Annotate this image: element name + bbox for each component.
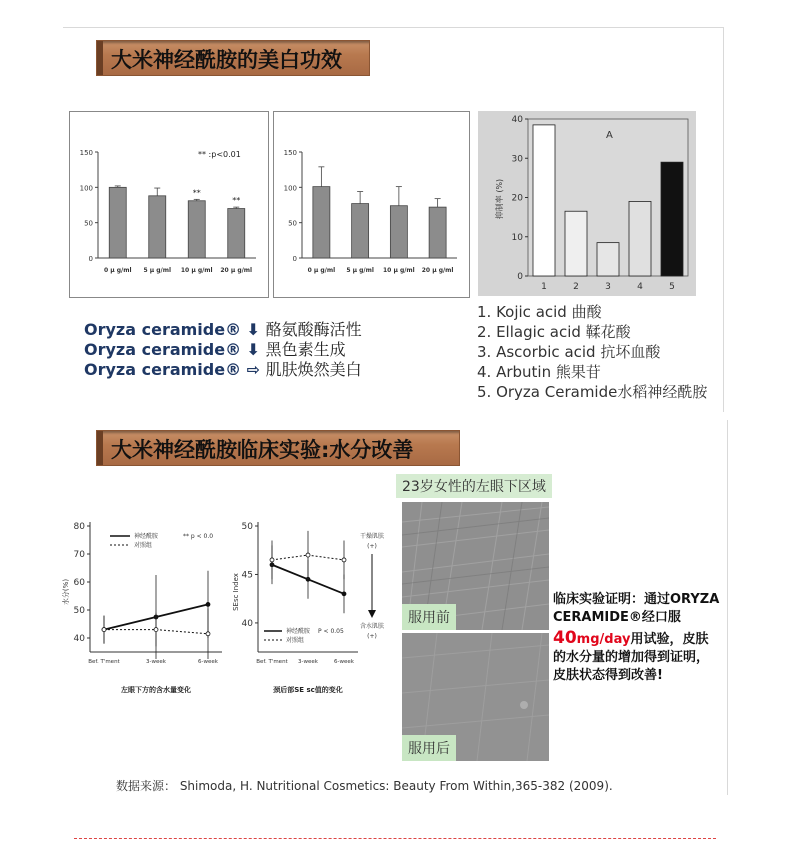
y-tick-label: 50 — [73, 606, 85, 616]
chart-caption: 左眼下方的含水量变化 — [121, 686, 191, 694]
x-tick-label: 0 μ g/ml — [307, 267, 336, 274]
chart-inhibition-svg — [478, 111, 696, 296]
chart-inhibition — [478, 111, 696, 296]
dose-unit: mg/day — [576, 632, 631, 647]
chart-tyrosinase — [69, 111, 269, 298]
y-tick-label: 40 — [241, 618, 253, 629]
right-border-bottom — [727, 420, 728, 795]
y-axis-label: SEsc Index — [232, 573, 240, 611]
bar — [390, 206, 407, 258]
x-tick-label: 5 — [669, 282, 675, 292]
bar — [109, 187, 126, 258]
legend-item-2: 2. Ellagic acid 鞣花酸 — [477, 323, 631, 341]
conclusion-line-5: 皮肤状态得到改善! — [553, 668, 663, 683]
x-tick-label: 10 μ g/ml — [383, 267, 415, 274]
legend-label-ceramide: 神经酰胺 — [134, 533, 159, 540]
bar — [565, 211, 587, 276]
chart-moisture — [60, 512, 230, 707]
y-tick-label: 30 — [511, 154, 523, 165]
effect-3-text: 肌肤焕然美白 — [265, 360, 362, 379]
y-tick-label: 40 — [511, 115, 523, 125]
chart-caption: 颈后部SE sc值的变化 — [273, 686, 343, 694]
significance-star: ** — [232, 196, 241, 206]
effect-1-text: 酪氨酸酶活性 — [265, 320, 362, 339]
bar — [313, 187, 330, 258]
dashed-divider — [74, 838, 716, 839]
x-tick-label: 3 — [605, 282, 611, 292]
y-tick-label: 150 — [79, 149, 93, 157]
x-tick-label: 10 μ g/ml — [180, 267, 213, 274]
bar — [352, 204, 369, 258]
bar — [629, 201, 651, 276]
bar — [149, 196, 166, 258]
x-tick-label: Bef. T'ment — [256, 659, 288, 665]
data-point — [102, 628, 106, 632]
significance-note: ** :p<0.01 — [198, 150, 241, 159]
y-tick-label: 0 — [88, 255, 93, 263]
y-tick-label: 150 — [283, 149, 297, 157]
y-tick-label: 50 — [288, 219, 297, 228]
conclusion-line-1: 临床实验证明：通过ORYZA — [553, 592, 720, 607]
conclusion-line-2: CERAMIDE®经口服 — [553, 610, 681, 625]
x-tick-label: 1 — [541, 282, 547, 292]
data-point — [306, 553, 310, 557]
top-border — [63, 27, 723, 28]
p-value-note: ** p < 0.0 — [183, 533, 214, 540]
y-tick-label: 10 — [511, 232, 523, 243]
x-tick-label: 6-week — [198, 659, 218, 665]
chart-melanin — [273, 111, 470, 298]
x-tick-label: 4 — [637, 282, 643, 292]
bar — [188, 201, 205, 258]
x-tick-label: 6-week — [334, 659, 354, 665]
legend-item-5: 5. Oryza Ceramide水稻神经酰胺 — [477, 383, 708, 401]
data-point — [206, 602, 210, 606]
effect-2-text: 黑色素生成 — [265, 340, 346, 359]
section1-banner — [96, 40, 370, 76]
bar — [228, 209, 245, 258]
x-tick-label: 20 μ g/ml — [421, 267, 454, 274]
section2-banner — [96, 430, 460, 466]
x-tick-label: Bef. T'ment — [88, 659, 120, 665]
y-tick-label: 60 — [73, 578, 85, 588]
bar — [533, 125, 555, 276]
data-point — [342, 558, 346, 562]
data-point — [342, 592, 346, 596]
chart-sesc — [232, 512, 392, 707]
bar — [597, 243, 619, 276]
legend-label-ceramide: 神经酰胺 — [286, 628, 311, 635]
down-arrow-icon — [368, 610, 376, 618]
data-point — [206, 632, 210, 636]
right-arrow-icon: ⇨ — [246, 360, 261, 379]
photo-after — [402, 633, 549, 761]
y-axis-label: 水分(%) — [62, 578, 70, 606]
down-arrow-icon: ⬇ — [246, 320, 261, 339]
data-point — [270, 558, 274, 562]
conclusion-line-4: 的水分量的增加得到证明， — [553, 650, 710, 665]
effect-2-name: Oryza ceramide® — [84, 340, 242, 359]
x-tick-label: 2 — [573, 282, 579, 292]
y-tick-label: 20 — [511, 193, 523, 204]
chart-sesc-svg — [232, 512, 392, 707]
effect-line-3 — [84, 357, 362, 380]
legend-item-3: 3. Ascorbic acid 抗坏血酸 — [477, 343, 661, 361]
bar — [429, 207, 446, 258]
photo-before — [402, 502, 549, 630]
chart-melanin-svg — [274, 112, 469, 297]
effect-3-name: Oryza ceramide® — [84, 360, 242, 379]
top-label-plus: (+) — [367, 543, 377, 550]
significance-star: ** — [192, 188, 201, 198]
section2-title: 大米神经酰胺临床实验:水分改善 — [111, 438, 414, 462]
photo-tag: 23岁女性的左眼下区域 — [396, 474, 552, 498]
data-source: 数据来源： Shimoda, H. Nutritional Cosmetics: Beauty From Within,365-382 (2009). — [116, 779, 613, 793]
right-border-top — [723, 27, 724, 412]
bottom-label-moist: 含水肌肤 — [359, 623, 385, 630]
down-arrow-icon: ⬇ — [246, 340, 261, 359]
x-tick-label: 0 μ g/ml — [103, 267, 132, 274]
top-label-dry: 干燥肌肤 — [359, 533, 385, 540]
section1-title: 大米神经酰胺的美白功效 — [111, 48, 342, 72]
bottom-label-plus: (+) — [367, 633, 377, 640]
legend-item-4: 4. Arbutin 熊果苷 — [477, 363, 601, 381]
y-tick-label: 50 — [84, 219, 93, 228]
bar — [661, 162, 683, 276]
x-tick-label: 5 μ g/ml — [346, 267, 374, 274]
y-tick-label: 70 — [73, 550, 85, 560]
x-tick-label: 3-week — [146, 659, 166, 665]
y-tick-label: 100 — [79, 184, 93, 193]
conclusion-line-3-rest: 用试验，皮肤 — [630, 632, 709, 647]
photo-before-label: 服用前 — [402, 604, 456, 630]
legend-label-control: 对照组 — [134, 542, 153, 549]
data-point — [154, 628, 158, 632]
y-tick-label: 0 — [517, 272, 523, 282]
y-tick-label: 100 — [283, 184, 297, 193]
y-tick-label: 50 — [241, 522, 253, 532]
chart-moisture-svg — [60, 512, 230, 707]
y-tick-label: 80 — [73, 522, 85, 532]
y-tick-label: 0 — [292, 255, 297, 263]
p-value-note: P < 0.05 — [318, 628, 344, 635]
effect-1-name: Oryza ceramide® — [84, 320, 242, 339]
y-tick-label: 40 — [73, 634, 85, 644]
legend-label-control: 对照组 — [286, 637, 305, 644]
x-tick-label: 5 μ g/ml — [143, 267, 172, 274]
photo-after-label: 服用后 — [402, 735, 456, 761]
x-tick-label: 3-week — [298, 659, 318, 665]
chart-tyrosinase-svg — [70, 112, 268, 297]
conclusion-text — [553, 591, 719, 685]
y-tick-label: 45 — [241, 570, 253, 581]
annotation-label: A — [606, 130, 613, 141]
x-tick-label: 20 μ g/ml — [220, 267, 253, 274]
conclusion-line-3 — [553, 629, 719, 649]
y-axis-label: 抑制率 (%) — [495, 178, 504, 220]
dose-value: 40 — [553, 628, 577, 648]
legend-item-1: 1. Kojic acid 曲酸 — [477, 303, 602, 321]
